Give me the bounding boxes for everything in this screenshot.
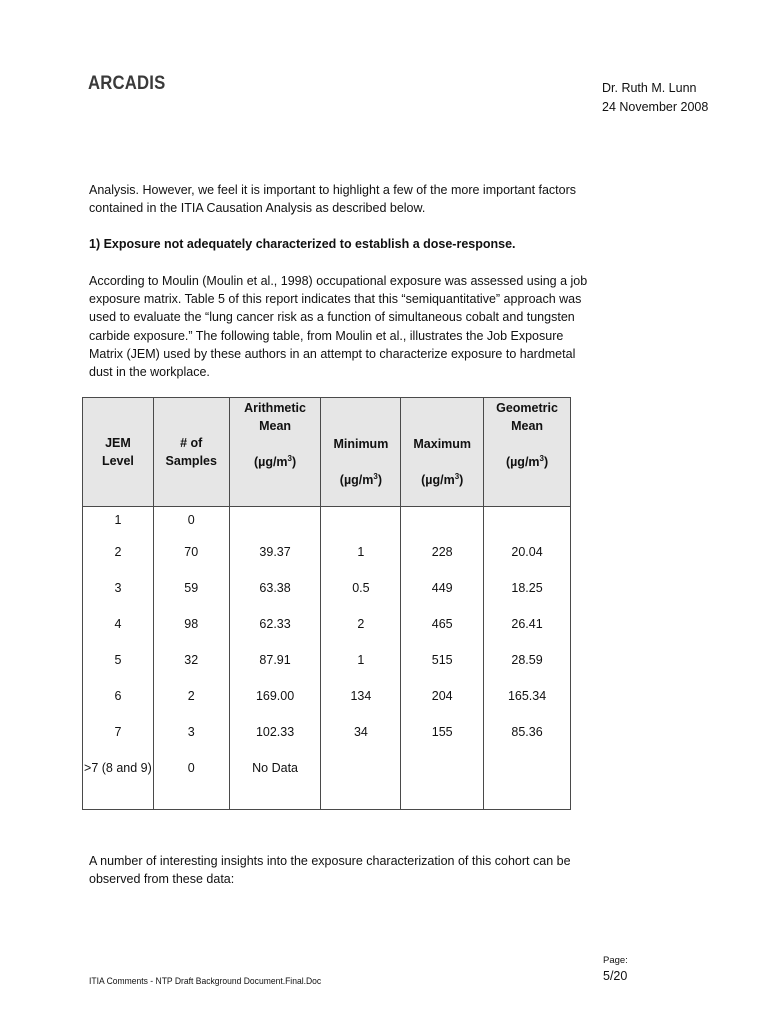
header-jem-line2: Level (101, 454, 134, 468)
cell-minimum: 34 (321, 723, 401, 759)
header-arith-unit: $(\mu g/m^3)$ (253, 454, 297, 469)
cell-geo-mean: 26.41 (484, 615, 571, 651)
cell-arith-mean: 63.38 (229, 579, 321, 615)
cell-geo-mean: 85.36 (484, 723, 571, 759)
footer-page-number: 5/20 (603, 969, 628, 983)
header-min-unit: $(\mu g/m^3)$ (339, 472, 382, 487)
jem-table (82, 397, 571, 810)
cell-maximum (401, 759, 484, 810)
cell-maximum: 155 (401, 723, 484, 759)
header-samples-line2: Samples (165, 454, 217, 468)
cell-minimum: 0.5 (321, 579, 401, 615)
cell-samples: 0 (153, 759, 229, 810)
cell-geo-mean: 28.59 (484, 651, 571, 687)
header-maximum (401, 398, 484, 507)
table-row (83, 507, 571, 544)
header-geo-line1: Geometric (496, 401, 558, 415)
header-max-label: Maximum (413, 437, 472, 451)
header-arithmetic-mean (229, 398, 321, 507)
table-row (83, 543, 571, 579)
header-jem-line1: JEM (105, 436, 131, 450)
cell-samples: 2 (153, 687, 229, 723)
cell-samples: 59 (153, 579, 229, 615)
header-max-unit: $(\mu g/m^3)$ (421, 472, 464, 487)
cell-minimum: 1 (321, 543, 401, 579)
cell-geo-mean: 20.04 (484, 543, 571, 579)
arcadis-logo: ARCADIS (88, 73, 166, 94)
cell-arith-mean: 169.00 (229, 687, 321, 723)
intro-paragraph: Analysis. However, we feel it is important to highlight a few of the more important factors contained in the ITIA Causation Analysis as described below. (89, 183, 577, 216)
cell-jem-level: >7 (8 and 9) (83, 759, 154, 810)
header-geo-unit: $(\mu g/m^3)$ (505, 454, 549, 469)
cell-arith-mean: 39.37 (229, 543, 321, 579)
cell-jem-level: 2 (83, 543, 154, 579)
cell-samples: 98 (153, 615, 229, 651)
cell-arith-mean: No Data (229, 759, 321, 810)
moulin-paragraph: According to Moulin (Moulin et al., 1998) occupational exposure was assessed using a job exposure matrix. Table 5 of this report indicates that this “semiquantitative” approach was used to evaluate the “lung cancer risk as a function of simultaneous cobalt and tungsten carbide exposure.” The following table, from Moulin et al., illustrates the Job Exposure Matrix (JEM) used by these authors in an attempt to characterize exposure to hardmetal dust in the workplace. (89, 274, 588, 380)
table-row (83, 615, 571, 651)
cell-jem-level: 1 (83, 507, 154, 544)
table-row (83, 723, 571, 759)
cell-minimum (321, 507, 401, 544)
cell-maximum: 228 (401, 543, 484, 579)
cell-minimum: 2 (321, 615, 401, 651)
header-minimum (321, 398, 401, 507)
header-min-label: Minimum (333, 437, 389, 451)
cell-geo-mean (484, 507, 571, 544)
recipient-name: Dr. Ruth M. Lunn (602, 81, 697, 95)
header-arith-line1: Arithmetic (244, 401, 306, 415)
header-samples (153, 398, 229, 507)
cell-samples: 3 (153, 723, 229, 759)
header-geometric-mean (484, 398, 571, 507)
cell-arith-mean (229, 507, 321, 544)
cell-jem-level: 6 (83, 687, 154, 723)
letter-header (602, 79, 708, 117)
header-arith-line2: Mean (259, 419, 292, 433)
insights-paragraph: A number of interesting insights into the exposure characterization of this cohort can be observed from these data: (89, 854, 571, 887)
table-row (83, 579, 571, 615)
cell-geo-mean (484, 759, 571, 810)
cell-minimum: 1 (321, 651, 401, 687)
cell-minimum: 134 (321, 687, 401, 723)
header-jem-level (83, 398, 154, 507)
cell-maximum: 449 (401, 579, 484, 615)
table-header-row (83, 398, 571, 507)
cell-jem-level: 5 (83, 651, 154, 687)
cell-arith-mean: 87.91 (229, 651, 321, 687)
cell-maximum: 465 (401, 615, 484, 651)
table-row (83, 687, 571, 723)
cell-geo-mean: 165.34 (484, 687, 571, 723)
cell-arith-mean: 62.33 (229, 615, 321, 651)
header-samples-line1: # of (180, 436, 203, 450)
table-row (83, 651, 571, 687)
cell-minimum (321, 759, 401, 810)
header-geo-line2: Mean (511, 419, 544, 433)
cell-jem-level: 7 (83, 723, 154, 759)
letter-date: 24 November 2008 (602, 100, 709, 114)
footer-document-name: ITIA Comments - NTP Draft Background Document.Final.Doc (89, 976, 322, 987)
table-row (83, 759, 571, 810)
cell-samples: 32 (153, 651, 229, 687)
cell-maximum: 515 (401, 651, 484, 687)
cell-jem-level: 3 (83, 579, 154, 615)
cell-maximum: 204 (401, 687, 484, 723)
section-heading: 1) Exposure not adequately characterized to establish a dose-response. (89, 237, 516, 251)
cell-samples: 0 (153, 507, 229, 544)
cell-arith-mean: 102.33 (229, 723, 321, 759)
cell-jem-level: 4 (83, 615, 154, 651)
cell-maximum (401, 507, 484, 544)
footer-page-label: Page: (603, 955, 628, 966)
cell-samples: 70 (153, 543, 229, 579)
cell-geo-mean: 18.25 (484, 579, 571, 615)
